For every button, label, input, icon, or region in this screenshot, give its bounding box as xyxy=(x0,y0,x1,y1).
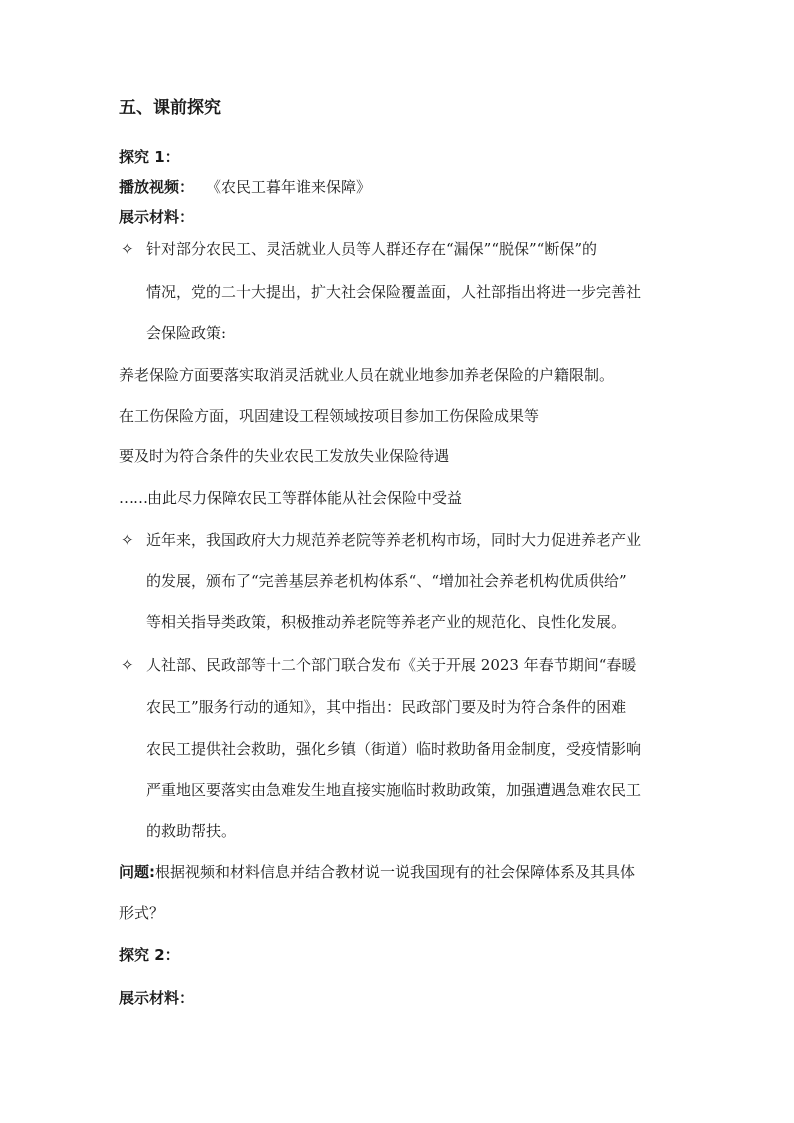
bullet2-line-1: 近年来，我国政府大力规范养老院等养老机构市场，同时大力促进养老产业 xyxy=(146,531,642,549)
ellipsis-text: 由此尽力保障农民工等群体能从社会保险中受益 xyxy=(147,489,463,507)
para-line-2: 在工伤保险方面，巩固建设工程领域按项目参加工伤保险成果等 xyxy=(119,407,540,425)
question-line-2: 形式？ xyxy=(119,904,165,922)
para-line-4 xyxy=(119,488,462,508)
video-label: 播放视频： xyxy=(119,178,195,196)
inquiry2-label: 探究 2： xyxy=(119,946,180,964)
ellipsis: …… xyxy=(119,489,147,507)
bullet1-line-2: 情况，党的二十大提出，扩大社会保险覆盖面，人社部指出将进一步完善社 xyxy=(146,283,642,301)
bullet1-line-3: 会保险政策: xyxy=(146,324,227,342)
para-line-1: 养老保险方面要落实取消灵活就业人员在就业地参加养老保险的户籍限制。 xyxy=(119,366,615,384)
inquiry1-label: 探究 1： xyxy=(119,148,180,166)
bullet3-line-2: 农民工”服务行动的通知》，其中指出：民政部门要及时为符合条件的困难 xyxy=(146,698,627,716)
bullet3-line-1: 人社部、民政部等十二个部门联合发布《关于开展 2023 年春节期间“春暖 xyxy=(146,656,637,674)
bullet3-line-5: 的救助帮扶。 xyxy=(146,822,237,840)
diamond-bullet-icon: ✧ xyxy=(121,240,134,258)
bullet1-line-1: 针对部分农民工、灵活就业人员等人群还存在“漏保”“脱保”“断保”的 xyxy=(146,240,598,258)
diamond-bullet-icon: ✧ xyxy=(121,656,134,674)
bullet2-line-2: 的发展，颁布了“完善基层养老机构体系“、“增加社会养老机构优质供给” xyxy=(146,572,627,590)
section-title: 五、课前探究 xyxy=(119,98,221,118)
video-title: 《农民工暮年谁来保障》 xyxy=(206,178,372,196)
question-label: 问题: xyxy=(119,863,155,881)
question-text: 根据视频和材料信息并结合教材说一说我国现有的社会保障体系及其具体 xyxy=(155,863,636,881)
diamond-bullet-icon: ✧ xyxy=(121,531,134,549)
question-line-1 xyxy=(119,862,635,882)
inquiry1-materials-label: 展示材料： xyxy=(119,208,195,226)
bullet2-line-3: 等相关指导类政策，积极推动养老院等养老产业的规范化、良性化发展。 xyxy=(146,613,627,631)
bullet3-line-4: 严重地区要落实由急难发生地直接实施临时救助政策，加强遭遇急难农民工 xyxy=(146,781,642,799)
video-line xyxy=(119,177,371,197)
bullet3-line-3: 农民工提供社会救助，强化乡镇（街道）临时救助备用金制度，受疫情影响 xyxy=(146,740,642,758)
para-line-3: 要及时为符合条件的失业农民工发放失业保险待遇 xyxy=(119,447,450,465)
inquiry2-materials-label: 展示材料： xyxy=(119,989,195,1007)
